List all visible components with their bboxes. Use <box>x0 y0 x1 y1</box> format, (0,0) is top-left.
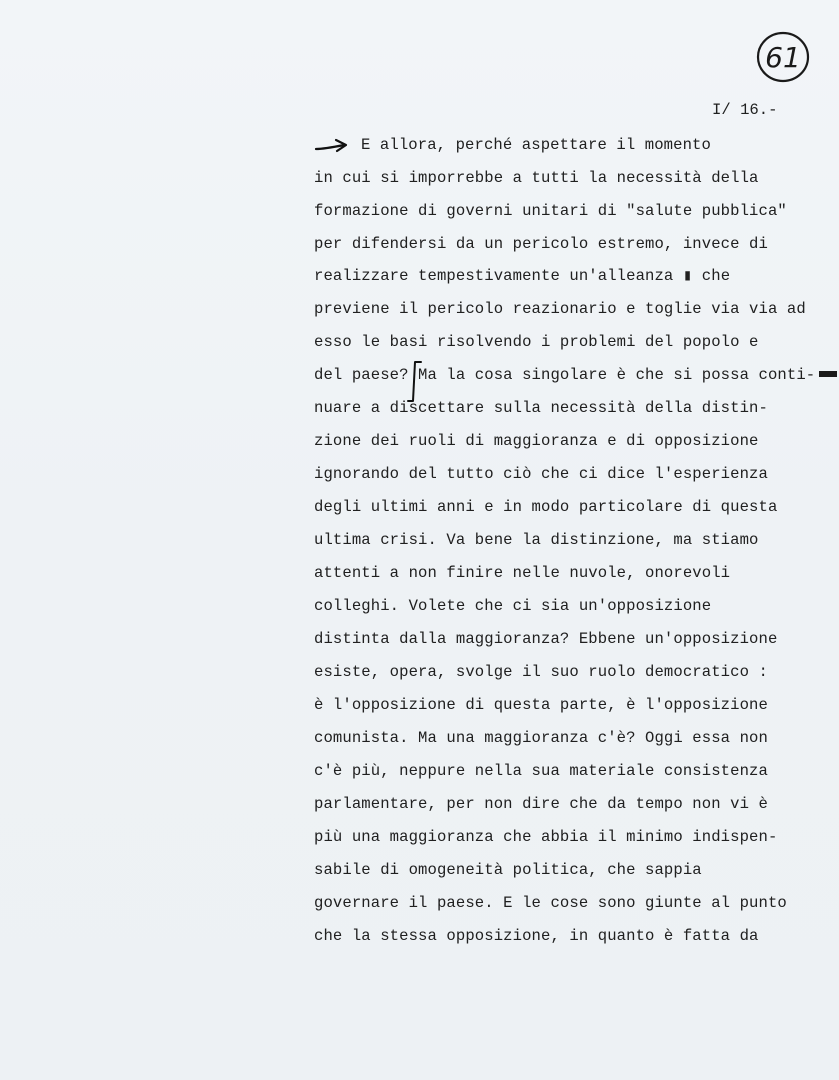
text-line: distinta dalla maggioranza? Ebbene un'opposizione <box>314 630 778 648</box>
text-line: realizzare tempestivamente un'alleanza ▮ che <box>314 267 731 285</box>
text-line: esso le basi risolvendo i problemi del popolo e <box>314 333 759 351</box>
arrow-right-icon <box>314 138 350 154</box>
text-line: ultima crisi. Va bene la distinzione, ma stiamo <box>314 531 759 549</box>
text-line: sabile di omogeneità politica, che sappia <box>314 861 702 879</box>
text-line: parlamentare, per non dire che da tempo non vi è <box>314 795 768 813</box>
page-number: I/ 16.- <box>712 101 778 119</box>
text-line: più una maggioranza che abbia il minimo indispen- <box>314 828 778 846</box>
insertion-bracket-icon <box>407 359 423 405</box>
text-line: zione dei ruoli di maggioranza e di opposizione <box>314 432 759 450</box>
text-line: comunista. Ma una maggioranza c'è? Oggi essa non <box>314 729 768 747</box>
text-line: del paese? Ma la cosa singolare è che si possa conti- <box>314 366 816 384</box>
folio-stamp <box>754 28 812 86</box>
text-line: che la stessa opposizione, in quanto è fatta da <box>314 927 759 945</box>
text-line: previene il pericolo reazionario e toglie via via ad <box>314 300 806 318</box>
text-line: ignorando del tutto ciò che ci dice l'esperienza <box>314 465 768 483</box>
text-line: governare il paese. E le cose sono giunte al punto <box>314 894 787 912</box>
text-line: c'è più, neppure nella sua materiale consistenza <box>314 762 768 780</box>
text-line: attenti a non finire nelle nuvole, onorevoli <box>314 564 731 582</box>
text-line: nuare a discettare sulla necessità della distin- <box>314 399 768 417</box>
text-line: formazione di governi unitari di "salute pubblica" <box>314 202 787 220</box>
text-line: in cui si imporrebbe a tutti la necessità della <box>314 169 759 187</box>
folio-number: 61 <box>765 41 801 74</box>
strikeout-mark <box>817 369 839 379</box>
text-line: è l'opposizione di questa parte, è l'opposizione <box>314 696 768 714</box>
text-line: per difendersi da un pericolo estremo, invece di <box>314 235 768 253</box>
text-line: colleghi. Volete che ci sia un'opposizione <box>314 597 712 615</box>
text-line: degli ultimi anni e in modo particolare di questa <box>314 498 778 516</box>
text-line: E allora, perché aspettare il momento <box>361 136 711 154</box>
text-line: esiste, opera, svolge il suo ruolo democratico : <box>314 663 768 681</box>
